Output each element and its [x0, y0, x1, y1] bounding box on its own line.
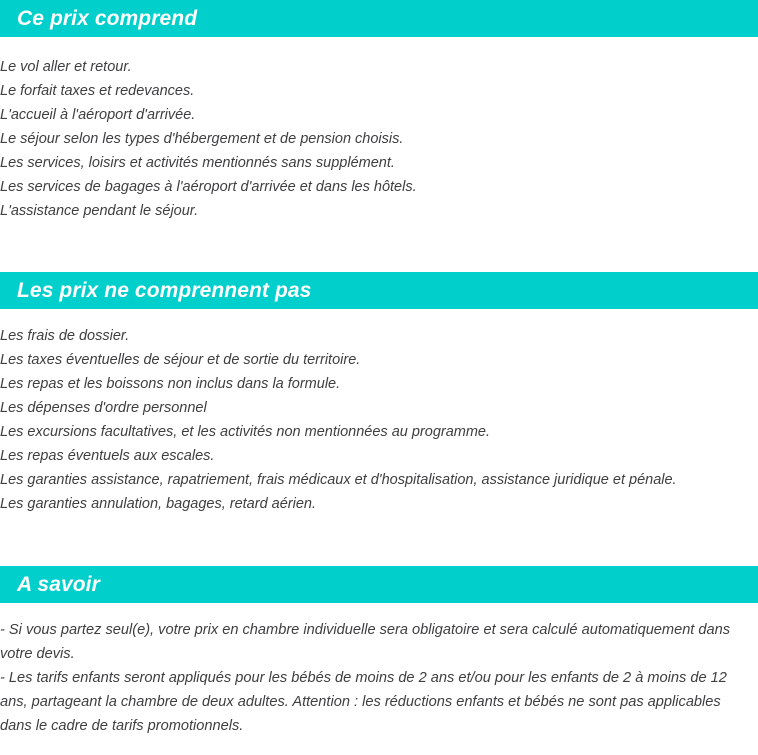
- list-item: Les services de bagages à l'aéroport d'arrivée et dans les hôtels.: [0, 179, 417, 195]
- section-header-good-to-know: A savoir: [0, 566, 758, 603]
- list-item: Les garanties assistance, rapatriement, frais médicaux et d'hospitalisation, assistance juridique et pénale.: [0, 472, 677, 488]
- paragraph: - Les tarifs enfants seront appliqués pour les bébés de moins de 2 ans et/ou pour les enfants de 2 à moins de 12 ans, partageant la chambre de deux adultes. Attention : les réductions enfants et bébés ne sont pas applicables dans le cadre de tarifs promotionnels.: [0, 670, 727, 734]
- list-item: Les dépenses d'ordre personnel: [0, 400, 207, 416]
- section-header-not-included: Les prix ne comprennent pas: [0, 272, 758, 309]
- list-item: Les repas et les boissons non inclus dans la formule.: [0, 376, 341, 392]
- spacer: [0, 603, 758, 618]
- section-body-included: [0, 55, 758, 223]
- spacer: [0, 309, 758, 324]
- list-item: Les taxes éventuelles de séjour et de sortie du territoire.: [0, 352, 361, 368]
- section-body-not-included: [0, 324, 758, 516]
- list-item: Les frais de dossier.: [0, 328, 130, 344]
- list-item: Le séjour selon les types d'hébergement et de pension choisis.: [0, 131, 404, 147]
- section-header-included: Ce prix comprend: [0, 0, 758, 37]
- list-item: L'assistance pendant le séjour.: [0, 203, 199, 219]
- list-item: Les excursions facultatives, et les activités non mentionnées au programme.: [0, 424, 491, 440]
- spacer: [0, 223, 758, 272]
- list-item: Les repas éventuels aux escales.: [0, 448, 215, 464]
- list-item: Les services, loisirs et activités mentionnés sans supplément.: [0, 155, 395, 171]
- spacer: [0, 37, 758, 55]
- paragraph: - Si vous partez seul(e), votre prix en chambre individuelle sera obligatoire et sera calculé automatiquement dans votre devis.: [0, 622, 731, 662]
- list-item: Le vol aller et retour.: [0, 59, 132, 75]
- section-body-good-to-know: [0, 618, 758, 738]
- list-item: L'accueil à l'aéroport d'arrivée.: [0, 107, 196, 123]
- list-item: Le forfait taxes et redevances.: [0, 83, 195, 99]
- spacer: [0, 516, 758, 566]
- list-item: Les garanties annulation, bagages, retard aérien.: [0, 496, 316, 512]
